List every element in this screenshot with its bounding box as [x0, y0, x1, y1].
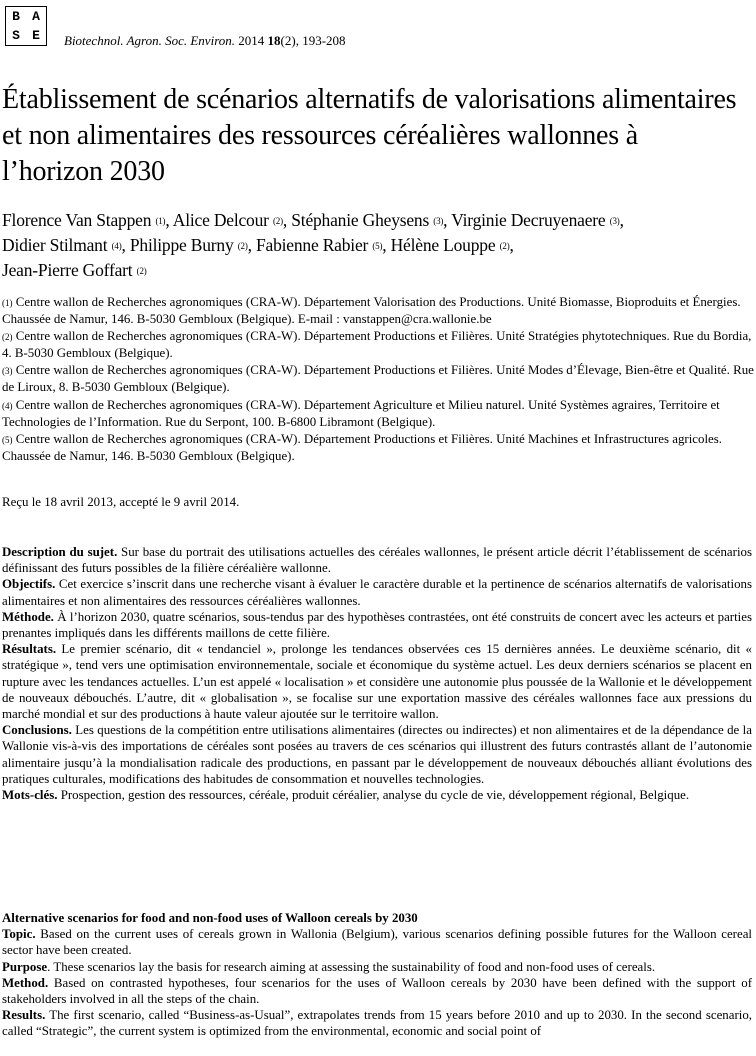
affiliation — [2, 397, 754, 431]
affiliation-number: (1) — [2, 298, 13, 308]
abstract-label: Description du sujet. — [2, 545, 118, 559]
abstract-paragraph — [2, 1007, 752, 1039]
affiliation-number: (5) — [2, 434, 13, 445]
abstract-text: The first scenario, called “Business-as-Usual”, extrapolates trends from 15 years before 2010 and up to 2030. In the second scenario, called “Strategic”, the current system is optimized from the environmental, economic and social point of — [2, 1008, 752, 1039]
abstract-paragraph — [2, 641, 752, 722]
logo-letter: E — [32, 28, 40, 43]
author-separator: , — [165, 210, 173, 230]
journal-year: 2014 — [238, 33, 265, 48]
journal-citation — [64, 33, 346, 49]
author-name: Florence Van Stappen — [2, 210, 152, 230]
affiliation — [2, 431, 754, 465]
abstract-label: Mots-clés. — [2, 788, 58, 803]
logo-letter: S — [12, 28, 20, 43]
affiliation-list — [2, 294, 754, 465]
author-separator: , — [509, 235, 514, 255]
affiliation-number: (4) — [2, 400, 13, 411]
journal-volume: 18 — [267, 33, 281, 48]
author-affiliation-ref: (2) — [136, 266, 147, 276]
author-affiliation-ref: (2) — [272, 216, 283, 226]
received-dates: Reçu le 18 avril 2013, accepté le 9 avril 2014. — [2, 495, 240, 509]
abstract-en — [2, 910, 752, 1040]
author-separator: , — [382, 235, 391, 255]
author-name: Fabienne Rabier — [255, 235, 369, 255]
abstract-text: Le premier scénario, dit « tendanciel », prolonge les tendances observées ces 15 dernières années. Le deuxième scénario, dit « stratégique », tend vers une optimisation environnementale, sociale et économique du système actuel. Les deux derniers scénarios se placent en rupture avec les tendances actuelles. L’un est appelé « localisation » et considère une autonomie plus poussée de la Wallonie et le développement de nouveaux débouchés. L’autre, dit « globalisation », se focalise sur une exportation massive des céréales wallonnes face aux pressions du marché mondial et sur des productions à haute valeur ajoutée sur le territoire wallon. — [2, 642, 752, 722]
affiliation — [2, 328, 754, 362]
abstract-paragraph — [2, 544, 752, 576]
author-affiliation-ref: (2) — [237, 241, 248, 251]
author-affiliation-ref: (1) — [155, 216, 166, 226]
author-name: Hélène Louppe — [390, 235, 496, 255]
abstract-label: Objectifs. — [2, 577, 56, 592]
author-affiliation-ref: (3) — [433, 216, 444, 226]
abstract-label: Méthode. — [2, 609, 54, 624]
affiliation-text: Centre wallon de Recherches agronomiques (CRA-W). Département Valorisation des Productions. Unité Biomasse, Bioproduits et Énergies. Chaussée de Namur, 146. B-5030 Gembloux (Belgique). E-mail : vanstappen@cra.wallonie.be — [2, 295, 741, 327]
abstract-label: Purpose — [2, 959, 48, 974]
abstract-label: Results. — [2, 1008, 46, 1023]
author-name: Virginie Decruyenaere — [451, 210, 606, 230]
author-name: Didier Stilmant — [2, 235, 108, 255]
author-affiliation-ref: (2) — [499, 241, 510, 251]
author-affiliation-ref: (5) — [372, 241, 383, 251]
affiliation-text: Centre wallon de Recherches agronomiques (CRA-W). Département Productions et Filières. Unité Modes d’Élevage, Bien-être et Qualité. Rue de Liroux, 8. B-5030 Gembloux (Belgique). — [2, 363, 754, 395]
abstract-label: Method. — [2, 975, 49, 990]
abstract-paragraph — [2, 975, 752, 1007]
abstract-text: Cet exercice s’inscrit dans une recherche visant à évaluer le caractère durable et la pertinence de scénarios alternatifs de valorisations alimentaires et non alimentaires des ressources céréalières wallonnes. — [2, 577, 752, 608]
abstract-paragraph — [2, 959, 752, 975]
logo-letter: A — [32, 9, 40, 24]
abstract-paragraph — [2, 576, 752, 608]
abstract-text: . These scenarios lay the basis for research aiming at assessing the sustainability of food and non-food uses of cereals. — [47, 959, 656, 974]
author-name: Jean-Pierre Goffart — [2, 260, 133, 280]
journal-issue-pages: (2), 193-208 — [280, 33, 346, 48]
article-title: Établissement de scénarios alternatifs de valorisations alimentaires et non alimentaires des ressources céréalières wallonnes à l’horizon 2030 — [2, 84, 737, 187]
author-separator: , — [247, 235, 256, 255]
abstract-text: Prospection, gestion des ressources, céréale, produit céréalier, analyse du cycle de vie, développement régional, Belgique. — [57, 788, 690, 803]
author-separator: , — [619, 210, 624, 230]
abstract-paragraph — [2, 926, 752, 958]
author-separator: , — [282, 210, 292, 230]
abstract-paragraph — [2, 787, 752, 803]
abstract-text: Based on the current uses of cereals grown in Wallonia (Belgium), various scenarios defining possible futures for the Walloon cereal sector have been created. — [2, 927, 752, 958]
journal-logo — [5, 6, 47, 46]
abstract-paragraph — [2, 722, 752, 787]
journal-name: Biotechnol. Agron. Soc. Environ. — [64, 33, 236, 48]
affiliation-number: (2) — [2, 332, 13, 343]
abstract-text: À l’horizon 2030, quatre scénarios, sous-tendus par des hypothèses contrastées, ont été construits de concert avec les acteurs et parties prenantes impliqués dans les différents maillons de cette filière. — [2, 609, 752, 641]
abstract-text: Les questions de la compétition entre utilisations alimentaires (directes ou indirectes) et non alimentaires et de la dépendance de la Wallonie vis-à-vis des importations de céréales sont posées au travers de ces scénarios qui illustrent des futurs contrastés allant de l’autonomie alimentaire jusqu’à la mondialisation radicale des productions, en passant par le développement de nouveaux débouchés alliant évolutions des pratiques culturales, modifications des habitudes de consommation et nouvelles technologies. — [2, 723, 752, 786]
author-separator: , — [443, 210, 452, 230]
affiliation — [2, 294, 754, 328]
english-title: Alternative scenarios for food and non-food uses of Walloon cereals by 2030 — [2, 911, 418, 925]
author-list — [2, 208, 754, 283]
abstract-label: Résultats. — [2, 642, 57, 657]
author-separator: , — [121, 235, 130, 255]
abstract-text: Sur base du portrait des utilisations actuelles des céréales wallonnes, le présent article décrit l’établissement de scénarios définissant des futurs possibles de la filière céréalière wallonne. — [2, 545, 752, 576]
abstract-fr — [2, 544, 752, 803]
affiliation — [2, 362, 754, 396]
abstract-text: Based on contrasted hypotheses, four scenarios for the uses of Walloon cereals by 2030 have been defined with the support of stakeholders involved in all the steps of the chain. — [2, 975, 752, 1007]
affiliation-text: Centre wallon de Recherches agronomiques (CRA-W). Département Productions et Filières. Unité Stratégies phytotechniques. Rue du Bordia, 4. B-5030 Gembloux (Belgique). — [2, 329, 752, 361]
author-affiliation-ref: (3) — [609, 216, 620, 226]
affiliation-text: Centre wallon de Recherches agronomiques (CRA-W). Département Productions et Filières. Unité Machines et Infrastructures agricoles. Chaussée de Namur, 146. B-5030 Gembloux (Belgique). — [2, 431, 722, 463]
author-name: Alice Delcour — [172, 210, 269, 230]
author-name: Philippe Burny — [129, 235, 234, 255]
affiliation-text: Centre wallon de Recherches agronomiques (CRA-W). Département Agriculture et Milieu naturel. Unité Systèmes agraires, Territoire et Technologies de l’Information. Rue du Serpont, 100. B-6800 Libramont (Belgique). — [2, 397, 720, 429]
logo-letter: B — [12, 9, 20, 24]
abstract-paragraph — [2, 609, 752, 641]
affiliation-number: (3) — [2, 366, 13, 377]
abstract-label: Topic. — [2, 927, 36, 942]
abstract-label: Conclusions. — [2, 723, 72, 738]
author-name: Stéphanie Gheysens — [291, 210, 430, 230]
author-affiliation-ref: (4) — [111, 241, 122, 251]
